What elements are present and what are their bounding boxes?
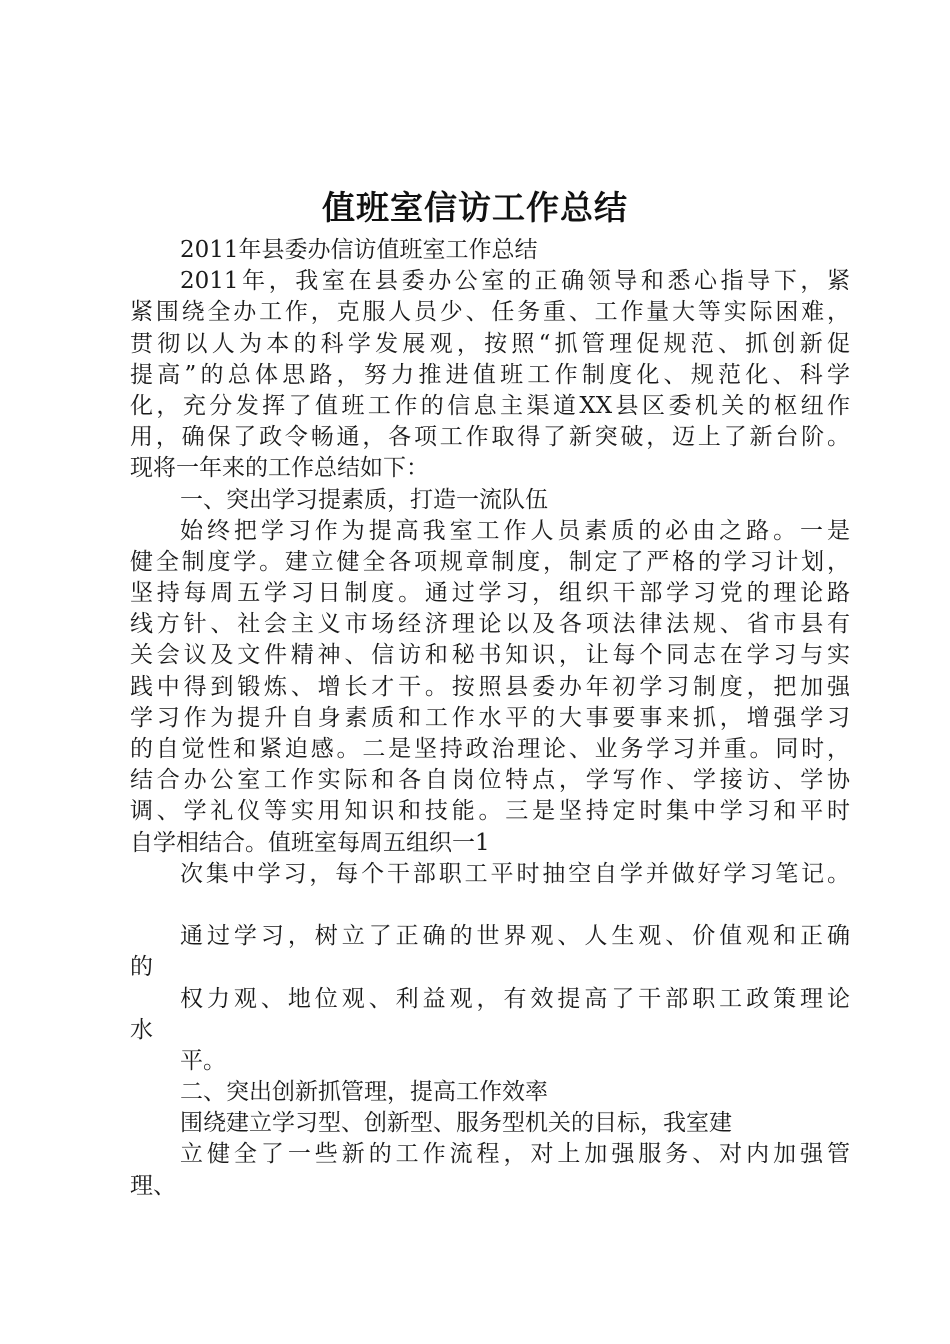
text-line: 立健全了一些新的工作流程，对上加强服务、对内加强管 bbox=[180, 1141, 850, 1168]
text-line: 化，充分发挥了值班工作的信息主渠道XX县区委机关的枢纽作 bbox=[130, 392, 850, 419]
text-line: 调、学礼仪等实用知识和技能。三是坚持定时集中学习和平时 bbox=[130, 798, 850, 825]
text-line: 平。 bbox=[180, 1047, 226, 1074]
text-line: 提高”的总体思路，努力推进值班工作制度化、规范化、科学 bbox=[130, 361, 850, 388]
text-line: 健全制度学。建立健全各项规章制度，制定了严格的学习计划， bbox=[130, 548, 850, 575]
section-heading: 二、突出创新抓管理，提高工作效率 bbox=[180, 1079, 548, 1106]
text-line: 权力观、地位观、利益观，有效提高了干部职工政策理论 bbox=[180, 985, 850, 1012]
text-line: 用，确保了政令畅通，各项工作取得了新突破，迈上了新台阶。 bbox=[130, 424, 850, 451]
text-line: 的自觉性和紧迫感。二是坚持政治理论、业务学习并重。同时， bbox=[130, 736, 850, 762]
text-line: 始终把学习作为提高我室工作人员素质的必由之路。一是 bbox=[180, 517, 850, 544]
text-line: 关会议及文件精神、信访和秘书知识，让每个同志在学习与实 bbox=[130, 642, 850, 669]
text-line: 2011年县委办信访值班室工作总结 bbox=[180, 237, 538, 263]
text-line: 自学相结合。值班室每周五组织一1 bbox=[130, 829, 490, 856]
text-line: 线方针、社会主义市场经济理论以及各项法律法规、省市县有 bbox=[130, 611, 850, 638]
text-line: 通过学习，树立了正确的世界观、人生观、价值观和正确 bbox=[180, 923, 850, 950]
blank-line bbox=[130, 890, 850, 921]
text-line: 紧围绕全办工作，克服人员少、任务重、工作量大等实际困难， bbox=[130, 299, 850, 326]
text-line: 围绕建立学习型、创新型、服务型机关的目标，我室建 bbox=[180, 1110, 732, 1137]
document-body bbox=[130, 235, 850, 1202]
text-line: 2011年，我室在县委办公室的正确领导和悉心指导下，紧 bbox=[180, 268, 850, 295]
text-line: 学习作为提升自身素质和工作水平的大事要事来抓，增强学习 bbox=[130, 704, 850, 731]
text-line: 次集中学习，每个干部职工平时抽空自学并做好学习笔记。 bbox=[180, 860, 850, 887]
text-line: 理、 bbox=[130, 1172, 176, 1199]
text-line: 践中得到锻炼、增长才干。按照县委办年初学习制度，把加强 bbox=[130, 673, 850, 700]
text-line: 的 bbox=[130, 954, 153, 981]
text-line: 水 bbox=[130, 1016, 153, 1043]
section-heading: 一、突出学习提素质，打造一流队伍 bbox=[180, 486, 548, 513]
text-line: 现将一年来的工作总结如下： bbox=[130, 455, 429, 482]
text-line: 贯彻以人为本的科学发展观，按照“抓管理促规范、抓创新促 bbox=[130, 330, 850, 357]
text-line: 坚持每周五学习日制度。通过学习，组织干部学习党的理论路 bbox=[130, 580, 850, 607]
text-line: 结合办公室工作实际和各自岗位特点，学写作、学接访、学协 bbox=[130, 767, 850, 794]
document-title: 值班室信访工作总结 bbox=[322, 188, 628, 227]
